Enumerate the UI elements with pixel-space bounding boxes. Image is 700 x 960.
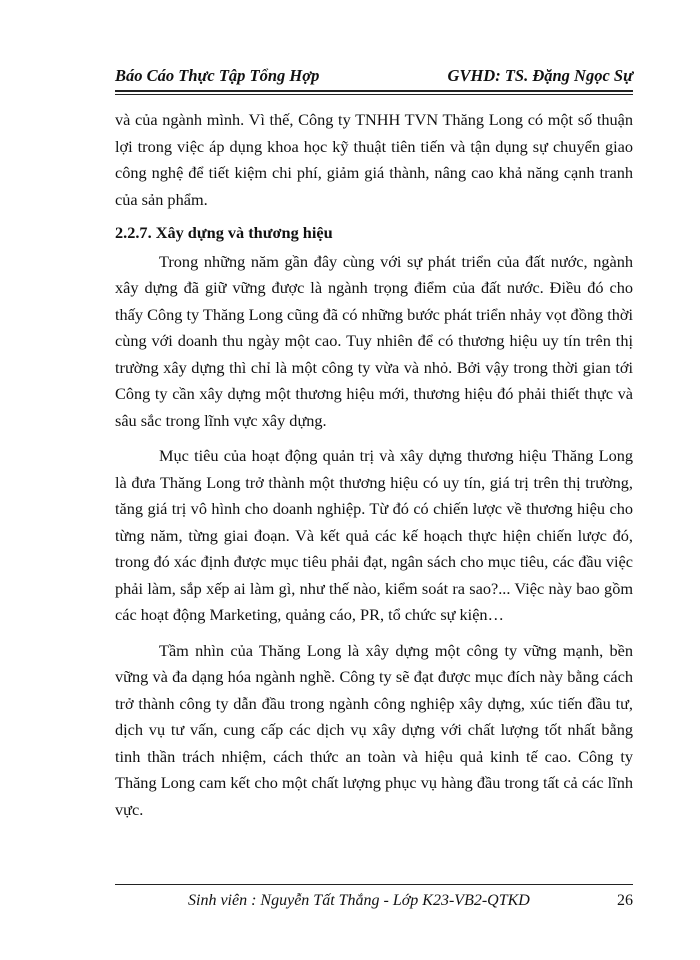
paragraph-3: Tầm nhìn của Thăng Long là xây dựng một công ty vững mạnh, bền vững và đa dạng hóa ngành nghề. Công ty sẽ đạt được mục đích này bằng cách trở thành công ty dẫn đầu trong ngành công nghiệp xây dựng, xúc tiến đầu tư, dịch vụ tư vấn, cung cấp các dịch vụ xây dựng với chất lượng tốt nhất bằng tinh thần trách nhiệm, cách thức an toàn và hiệu quả kinh tế cao. Công ty Thăng Long cam kết cho một chất lượng phục vụ hàng đầu trong tất cả các lĩnh vực.	[115, 640, 633, 819]
report-title: Báo Cáo Thực Tập Tổng Hợp	[115, 66, 320, 85]
page-footer	[115, 892, 633, 914]
intro-paragraph: và của ngành mình. Vì thế, Công ty TNHH TVN Thăng Long có một số thuận lợi trong việc áp dụng khoa học kỹ thuật tiên tiến và tận dụng sự chuyển giao công nghệ để tiết kiệm chi phí, giảm giá thành, nâng cao khả năng cạnh tranh của sản phẩm.	[115, 110, 633, 209]
header-divider-thin	[115, 94, 633, 95]
paragraph-1: Trong những năm gần đây cùng với sự phát triển của đất nước, ngành xây dựng đã giữ vững được là ngành trọng điểm của đất nước. Điều đó cho thấy Công ty Thăng Long cũng đã có những bước phát triển nhảy vọt đồng thời cùng với doanh thu ngày một cao. Tuy nhiên để có thương hiệu uy tín trên thị trường xây dựng thì chỉ là một công ty vừa và nhỏ. Bởi vậy trong thời gian tới Công ty cần xây dựng một thương hiệu mới, thương hiệu đó phải thiết thực và sâu sắc trong lĩnh vực xây dựng.	[115, 251, 633, 430]
page-number: 26	[617, 892, 633, 909]
page-header	[115, 66, 633, 88]
advisor-name: GVHD: TS. Đặng Ngọc Sự	[447, 66, 633, 85]
section-heading: 2.2.7. Xây dựng và thương hiệu	[115, 223, 333, 242]
paragraph-2: Mục tiêu của hoạt động quản trị và xây dựng thương hiệu Thăng Long là đưa Thăng Long trở thành một thương hiệu có uy tín, giá trị trên thị trường, tăng giá trị vô hình cho doanh nghiệp. Từ đó có chiến lược về thương hiệu cho từng năm, từng giai đoạn. Và kết quả các kế hoạch thực hiện chiến lược đó, trong đó xác định được mục tiêu phải đạt, ngân sách cho mục tiêu, các đầu việc phải làm, sắp xếp ai làm gì, như thế nào, kiểm soát ra sao?... Việc này bao gồm các hoạt động Marketing, quảng cáo, PR, tổ chức sự kiện…	[115, 446, 633, 624]
student-info: Sinh viên : Nguyễn Tất Thắng - Lớp K23-VB2-QTKD	[188, 892, 530, 909]
footer-divider	[115, 884, 633, 885]
page-body	[115, 107, 633, 823]
header-divider	[115, 90, 633, 92]
